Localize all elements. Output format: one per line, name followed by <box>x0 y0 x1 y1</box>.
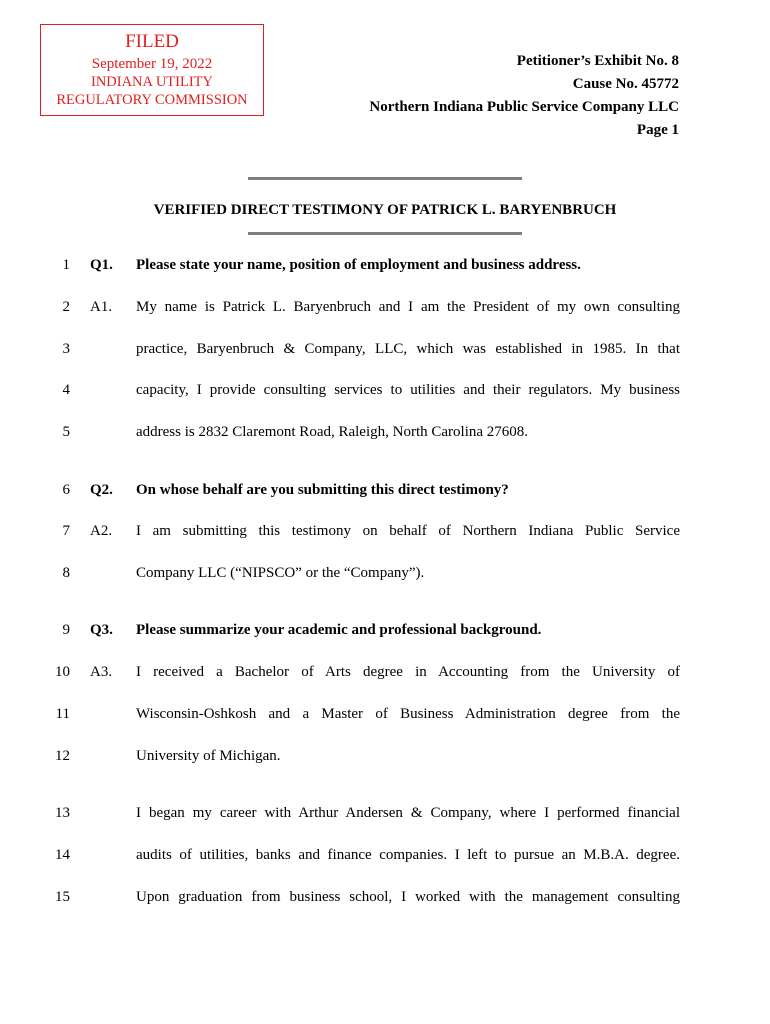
answer-text: I am submitting this testimony on behalf of Northern Indiana Public Service <box>136 523 680 539</box>
title-rule-top <box>248 177 522 180</box>
page-header <box>369 50 679 142</box>
answer-label: A2. <box>90 523 113 539</box>
line-number: 15 <box>55 889 70 905</box>
testimony-line <box>0 520 770 542</box>
question-text: Please state your name, position of employment and business address. <box>136 257 581 273</box>
line-number: 14 <box>55 847 70 863</box>
answer-text: University of Michigan. <box>136 748 281 764</box>
testimony-line <box>0 703 770 725</box>
line-number: 6 <box>62 482 70 498</box>
testimony-line <box>0 844 770 866</box>
answer-text: capacity, I provide consulting services to utilities and their regulators. My business <box>136 382 680 398</box>
testimony-line <box>0 254 770 276</box>
company-name: Northern Indiana Public Service Company LLC <box>369 99 679 115</box>
answer-label: A3. <box>90 664 113 680</box>
question-text: Please summarize your academic and professional background. <box>136 622 542 638</box>
document-title: VERIFIED DIRECT TESTIMONY OF PATRICK L. BARYENBRUCH <box>153 202 617 218</box>
testimony-line <box>0 619 770 641</box>
stamp-date: September 19, 2022 <box>91 56 213 72</box>
testimony-line <box>0 661 770 683</box>
line-number: 5 <box>62 424 70 440</box>
answer-text: Upon graduation from business school, I worked with the management consulting <box>136 889 680 905</box>
line-number: 1 <box>62 257 70 273</box>
testimony-line <box>0 421 770 443</box>
answer-text: I received a Bachelor of Arts degree in Accounting from the University of <box>136 664 680 680</box>
stamp-org-line2: REGULATORY COMMISSION <box>56 92 248 108</box>
line-number: 9 <box>62 622 70 638</box>
exhibit-number: Petitioner’s Exhibit No. 8 <box>516 53 679 69</box>
testimony-line <box>0 296 770 318</box>
testimony-line <box>0 745 770 767</box>
line-number: 8 <box>62 565 70 581</box>
testimony-line <box>0 886 770 908</box>
answer-text: practice, Baryenbruch & Company, LLC, which was established in 1985. In that <box>136 341 680 357</box>
answer-text: Wisconsin-Oshkosh and a Master of Business Administration degree from the <box>136 706 680 722</box>
stamp-org-line1: INDIANA UTILITY <box>90 74 213 90</box>
testimony-line <box>0 479 770 501</box>
stamp-filed: FILED <box>125 31 179 52</box>
line-number: 4 <box>62 382 70 398</box>
testimony-line <box>0 802 770 824</box>
answer-text: audits of utilities, banks and finance companies. I left to pursue an M.B.A. degree. <box>136 847 680 863</box>
testimony-line <box>0 379 770 401</box>
filed-stamp <box>40 24 264 116</box>
question-text: On whose behalf are you submitting this direct testimony? <box>136 482 509 498</box>
line-number: 10 <box>55 664 70 680</box>
cause-number: Cause No. 45772 <box>572 76 679 92</box>
line-number: 12 <box>55 748 70 764</box>
answer-text: Company LLC (“NIPSCO” or the “Company”). <box>136 565 425 581</box>
title-rule-bottom <box>248 232 522 235</box>
testimony-line <box>0 338 770 360</box>
question-label: Q1. <box>90 257 113 273</box>
page-number: Page 1 <box>636 122 679 138</box>
answer-text: I began my career with Arthur Andersen & Company, where I performed financial <box>136 805 680 821</box>
answer-text: My name is Patrick L. Baryenbruch and I am the President of my own consulting <box>136 299 680 315</box>
question-label: Q3. <box>90 622 113 638</box>
answer-label: A1. <box>90 299 113 315</box>
question-label: Q2. <box>90 482 113 498</box>
line-number: 11 <box>55 706 70 722</box>
line-number: 13 <box>55 805 70 821</box>
testimony-line <box>0 562 770 584</box>
line-number: 3 <box>62 341 70 357</box>
line-number: 7 <box>62 523 70 539</box>
answer-text: address is 2832 Claremont Road, Raleigh, North Carolina 27608. <box>136 424 529 440</box>
line-number: 2 <box>62 299 70 315</box>
